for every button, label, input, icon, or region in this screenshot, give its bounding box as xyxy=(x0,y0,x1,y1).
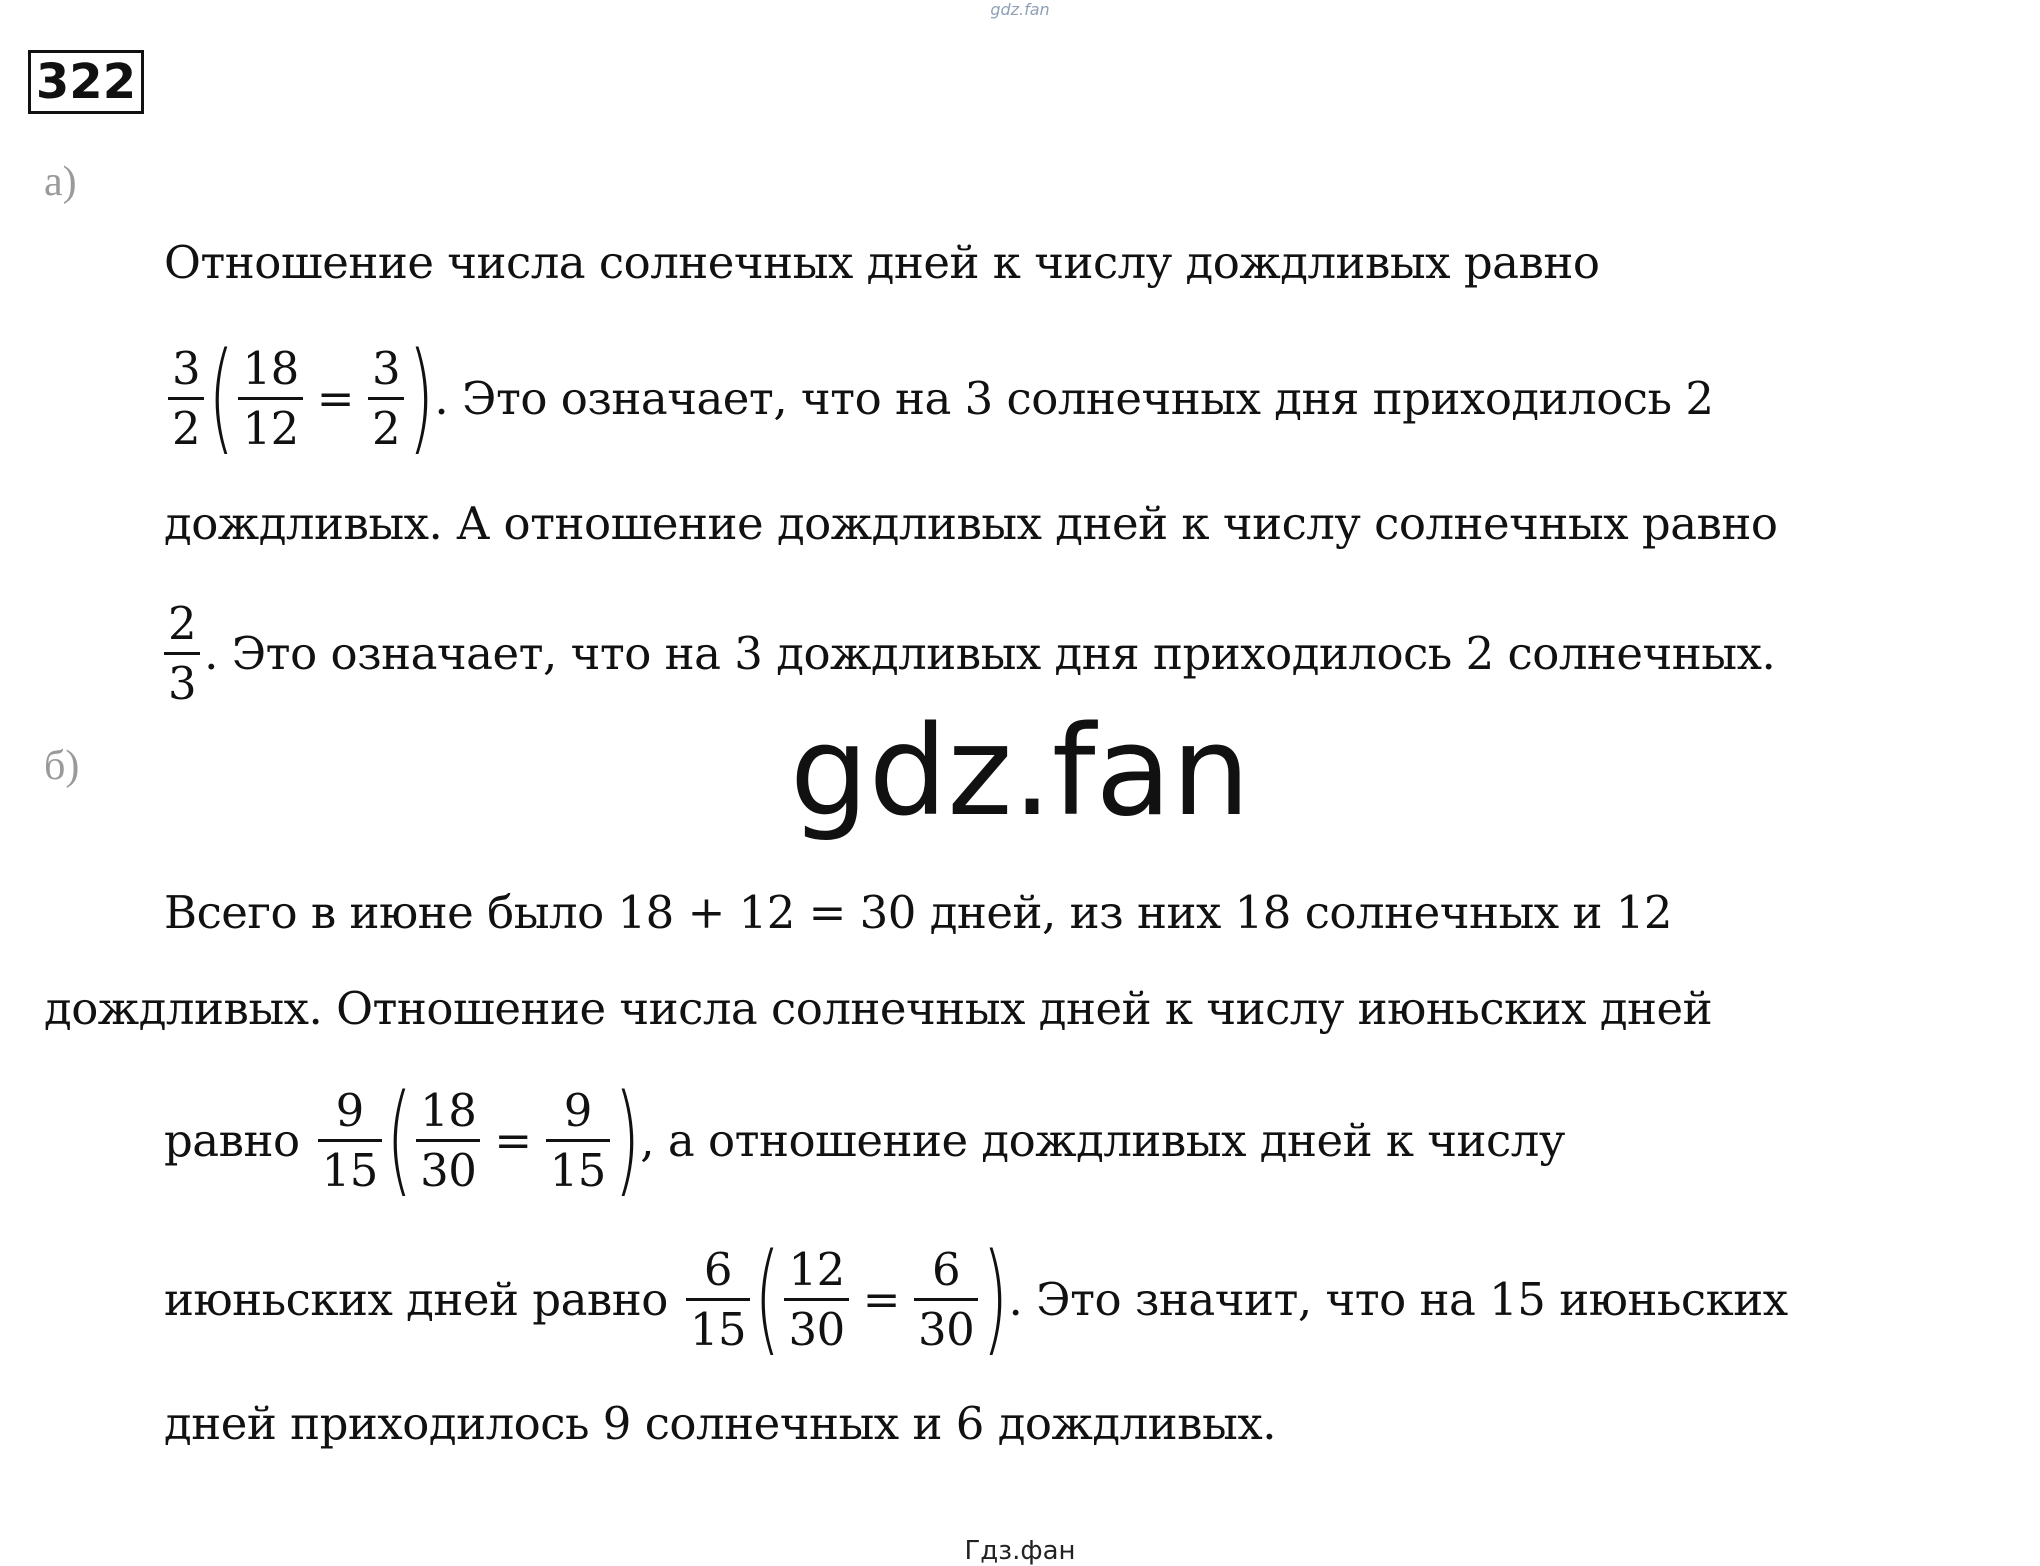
fraction-9-15 xyxy=(318,1083,382,1197)
watermark-big: gdz.fan xyxy=(789,700,1251,844)
part-a-line-4 xyxy=(164,588,1775,718)
fraction-denominator: 15 xyxy=(321,1143,378,1197)
fraction-numerator: 18 xyxy=(242,341,299,395)
fraction-numerator: 9 xyxy=(563,1083,592,1137)
fraction-numerator: 12 xyxy=(788,1242,845,1296)
part-b-line-3 xyxy=(164,1070,1565,1209)
right-parenthesis: ) xyxy=(408,328,434,467)
fraction-denominator: 3 xyxy=(168,656,197,710)
fraction-denominator: 15 xyxy=(689,1302,747,1356)
part-b-line-1-text: Всего в июне было 18 + 12 = 30 дней, из них 18 солнечных и 12 xyxy=(164,885,1673,939)
fraction-denominator: 12 xyxy=(242,401,299,455)
equals-sign: = xyxy=(862,1272,900,1326)
fraction-bar xyxy=(164,652,200,655)
fraction-bar xyxy=(368,397,404,400)
left-parenthesis: ( xyxy=(208,328,235,467)
equals-sign: = xyxy=(316,371,354,425)
part-b-line-5 xyxy=(164,1393,1276,1453)
part-b-line-5-text: дней приходилось 9 солнечных и 6 дождливых. xyxy=(164,1396,1277,1450)
part-b-line-3-text: , а отношение дождливых дней к числу xyxy=(640,1113,1565,1167)
fraction-bar xyxy=(168,397,204,400)
fraction-bar xyxy=(546,1139,610,1142)
part-b-line-4-lead: июньских дней равно xyxy=(164,1272,668,1326)
fraction-18-30 xyxy=(416,1083,480,1197)
fraction-bar xyxy=(914,1298,978,1301)
fraction-bar xyxy=(416,1139,480,1142)
part-a-label: а) xyxy=(44,159,77,205)
part-b-label: б) xyxy=(44,743,80,789)
fraction-3-2-reduced xyxy=(368,341,404,455)
fraction-numerator: 18 xyxy=(420,1083,477,1137)
part-a-line-2-text: . Это означает, что на 3 солнечных дня приходилось 2 xyxy=(434,371,1714,425)
fraction-numerator: 3 xyxy=(172,341,201,395)
fraction-18-12 xyxy=(238,341,302,455)
fraction-numerator: 9 xyxy=(335,1083,364,1137)
fraction-denominator: 30 xyxy=(420,1143,477,1197)
task-number-box: 322 xyxy=(28,50,144,114)
part-a-line-3 xyxy=(164,493,1777,553)
fraction-bar xyxy=(318,1139,382,1142)
left-parenthesis: ( xyxy=(754,1229,781,1368)
part-a-line-1 xyxy=(164,232,1599,292)
equals-sign: = xyxy=(494,1113,532,1167)
watermark-top: gdz.fan xyxy=(990,0,1050,19)
fraction-denominator: 30 xyxy=(788,1302,845,1356)
fraction-6-15 xyxy=(686,1242,750,1356)
fraction-3-2 xyxy=(168,341,204,455)
fraction-numerator: 6 xyxy=(932,1242,961,1296)
fraction-2-3 xyxy=(164,596,200,710)
fraction-bar xyxy=(784,1298,848,1301)
fraction-denominator: 30 xyxy=(917,1302,975,1356)
part-b-line-1 xyxy=(164,882,1672,942)
fraction-denominator: 2 xyxy=(172,401,201,455)
fraction-bar xyxy=(238,397,302,400)
right-parenthesis: ) xyxy=(614,1070,640,1209)
fraction-9-15-reduced xyxy=(546,1083,610,1197)
part-b-line-4 xyxy=(164,1229,1788,1368)
part-b-line-2-text: дождливых. Отношение числа солнечных дней к числу июньских дней xyxy=(44,981,1713,1035)
left-parenthesis: ( xyxy=(386,1070,412,1209)
fraction-denominator: 15 xyxy=(549,1143,606,1197)
part-a-line-4-text: . Это означает, что на 3 дождливых дня приходилось 2 солнечных. xyxy=(204,626,1776,680)
fraction-6-30 xyxy=(914,1242,978,1356)
fraction-numerator: 3 xyxy=(371,341,401,395)
fraction-12-30 xyxy=(784,1242,848,1356)
part-a-line-1-text: Отношение числа солнечных дней к числу дождливых равно xyxy=(164,235,1600,289)
right-parenthesis: ) xyxy=(982,1229,1009,1368)
part-b-line-3-lead: равно xyxy=(164,1113,300,1167)
fraction-bar xyxy=(686,1298,750,1301)
fraction-numerator: 6 xyxy=(703,1242,733,1296)
watermark-bottom: Гдз.фан xyxy=(964,1536,1076,1566)
part-b-line-4-text: . Это значит, что на 15 июньских xyxy=(1008,1272,1788,1326)
part-b-line-2 xyxy=(44,978,1712,1038)
part-a-line-2 xyxy=(164,328,1714,467)
part-a-line-3-text: дождливых. А отношение дождливых дней к числу солнечных равно xyxy=(164,496,1778,550)
fraction-numerator: 2 xyxy=(168,596,197,650)
fraction-denominator: 2 xyxy=(371,401,401,455)
